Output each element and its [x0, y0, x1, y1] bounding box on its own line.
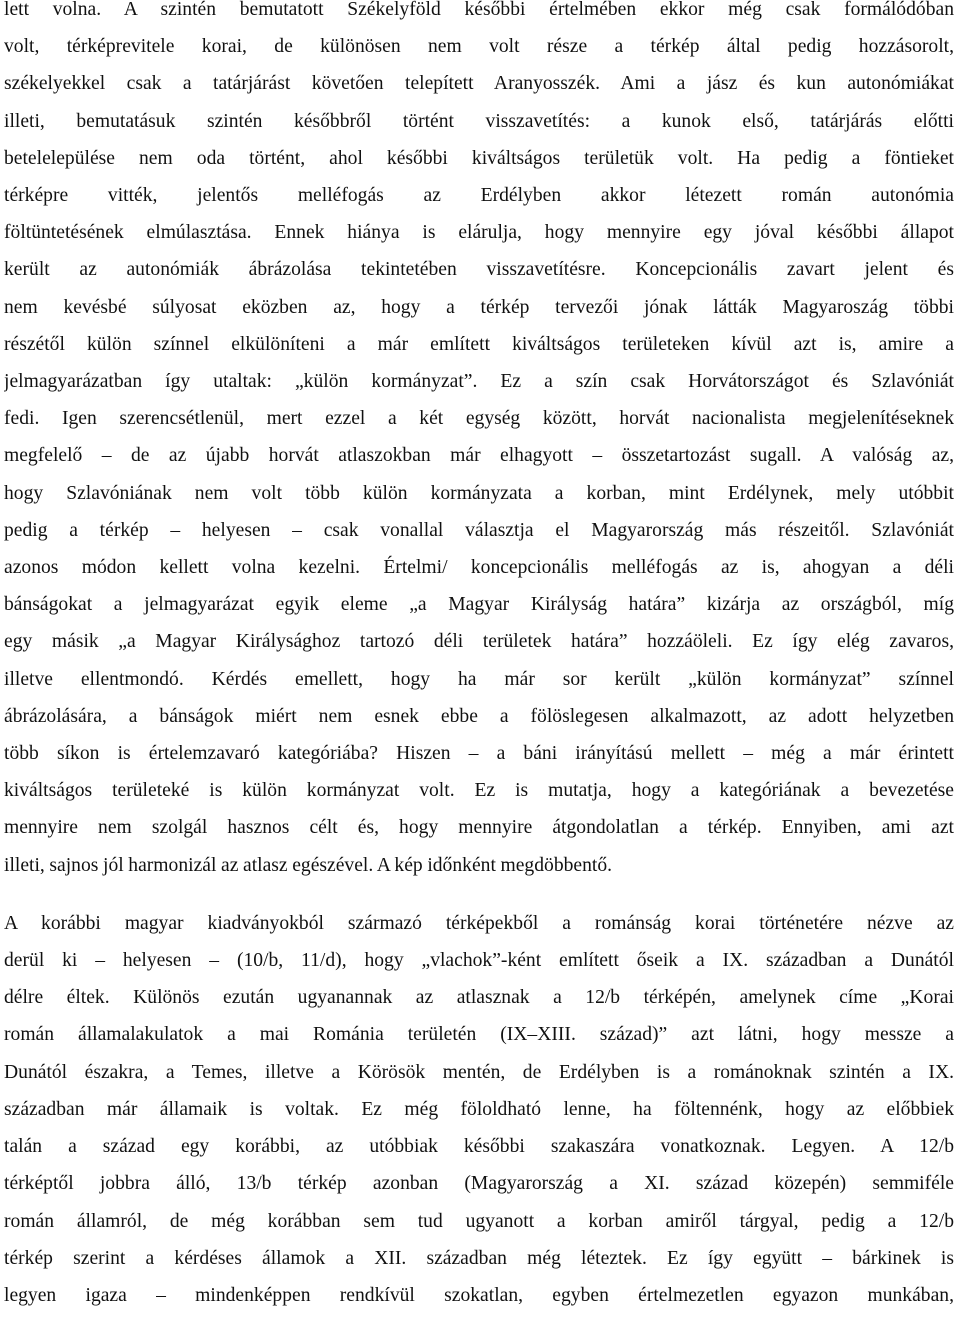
- text-line: ábrázolására, a bánságok miért nem esnek ebbe a fölöslegesen alkalmazott, az adott helyzetben: [4, 705, 954, 727]
- text-line: hogy Szlavóniának nem volt több külön kormányzata a korban, mint Erdélynek, mely utóbbit: [4, 482, 954, 504]
- text-line: azonos módon kellett volna kezelni. Értelmi/ koncepcionális melléfogás az is, ahogyan a déli: [4, 557, 954, 579]
- document-page: [4, 0, 954, 1314]
- text-line: román államalakulatok a mai Románia területén (IX–XIII. század)” azt látni, hogy messze a: [4, 1024, 954, 1046]
- text-line: Dunától északra, a Temes, illetve a Körösök mentén, de Erdélyben is a románoknak szintén a IX.: [4, 1061, 954, 1083]
- text-line: egy másik „a Magyar Királysághoz tartozó déli területek határa” hozzáöleli. Ez így elég zavaros,: [4, 631, 954, 653]
- text-line: volt, térképrevitele korai, de különösen nem volt része a térkép által pedig hozzásorolt,: [4, 36, 954, 58]
- text-line: került az autonómiák ábrázolása tekintetében visszavetítésre. Koncepcionális zavart jelent és: [4, 259, 954, 281]
- text-line: legyen igaza – mindenképpen rendkívül szokatlan, egyben értelmezetlen egyazon munkában,: [4, 1284, 954, 1306]
- text-line: délre éltek. Különös ezután ugyanannak az atlasznak a 12/b térképén, amelynek címe „Korai: [4, 987, 954, 1009]
- text-line: kiváltságos területeké is külön kormányzat volt. Ez is mutatja, hogy a kategóriának a bevezetése: [4, 780, 954, 802]
- text-line: megfelelő – de az újabb horvát atlaszokban már elhagyott – összetartozást sugall. A valóság az,: [4, 445, 954, 467]
- paragraph-2: [4, 905, 954, 1314]
- text-line: mennyire nem szolgál hasznos célt és, hogy mennyire átgondolatlan a térkép. Ennyiben, ami azt: [4, 817, 954, 839]
- text-line: betelelepülése nem oda történt, ahol későbbi kiváltságos területük volt. Ha pedig a föntieket: [4, 147, 954, 169]
- text-line: században már államaik is voltak. Ez még föloldható lenne, ha föltennénk, hogy az előbbiek: [4, 1098, 954, 1120]
- text-line: térképtől jobbra álló, 13/b térkép azonban (Magyarország a XI. század közepén) semmiféle: [4, 1173, 954, 1195]
- text-line: talán a század egy korábbi, az utóbbiak későbbi szakaszára vonatkoznak. Legyen. A 12/b: [4, 1136, 954, 1158]
- text-line: bánságokat a jelmagyarázat egyik eleme „a Magyar Királyság határa” kizárja az országból, míg: [4, 594, 954, 616]
- text-line: illeti, bemutatásuk szintén későbbről történt visszavetítés: a kunok első, tatárjárás előtti: [4, 110, 954, 132]
- text-line: fedi. Igen szerencsétlenül, mert ezzel a két egység között, horvát nacionalista megjelenítéseknek: [4, 408, 954, 430]
- text-line: jelmagyarázatban így utaltak: „külön kormányzat”. Ez a szín csak Horvátországot és Szlavóniát: [4, 371, 954, 393]
- text-line: A korábbi magyar kiadványokból származó térképekből a románság korai történetére nézve az: [4, 912, 954, 934]
- text-line: lett volna. A szintén bemutatott Székelyföld későbbi értelmében ekkor még csak formálódóban: [4, 0, 954, 20]
- text-line: térkép szerint a kérdéses államok a XII. században még léteztek. Ez így együtt – bárkinek is: [4, 1247, 954, 1269]
- paragraph-1: [4, 0, 954, 884]
- text-line: székelyekkel csak a tatárjárást követően telepített Aranyosszék. Ami a jász és kun autonómiákat: [4, 73, 954, 95]
- text-line: derül ki – helyesen – (10/b, 11/d), hogy „vlachok”-ként említett őseik a IX. században a Dunától: [4, 950, 954, 972]
- text-line: részétől külön színnel elkülöníteni a már említett kiváltságos területeken kívül azt is, amire a: [4, 333, 954, 355]
- text-line: nem kevésbé súlyosat eközben az, hogy a térkép tervezői jónak látták Magyaroszág többi: [4, 296, 954, 318]
- text-line: illeti, sajnos jól harmonizál az atlasz egészével. A kép időnként megdöbbentő.: [4, 854, 613, 876]
- text-line: föltüntetésének elmúlasztása. Ennek hiánya is elárulja, hogy mennyire egy jóval későbbi állapot: [4, 222, 954, 244]
- text-line: több síkon is értelemzavaró kategóriába? Hiszen – a báni irányítású mellett – még a már érintett: [4, 743, 954, 765]
- text-line: illetve ellentmondó. Kérdés emellett, hogy ha már sor került „külön kormányzat” színnel: [4, 668, 954, 690]
- text-line: térképre vitték, jelentős melléfogás az Erdélyben akkor létezett román autonómia: [4, 185, 954, 207]
- text-line: román államról, de még korábban sem tud ugyanott a korban amiről tárgyal, pedig a 12/b: [4, 1210, 954, 1232]
- text-line: pedig a térkép – helyesen – csak vonallal választja el Magyarország más részeitől. Szlavóniát: [4, 519, 954, 541]
